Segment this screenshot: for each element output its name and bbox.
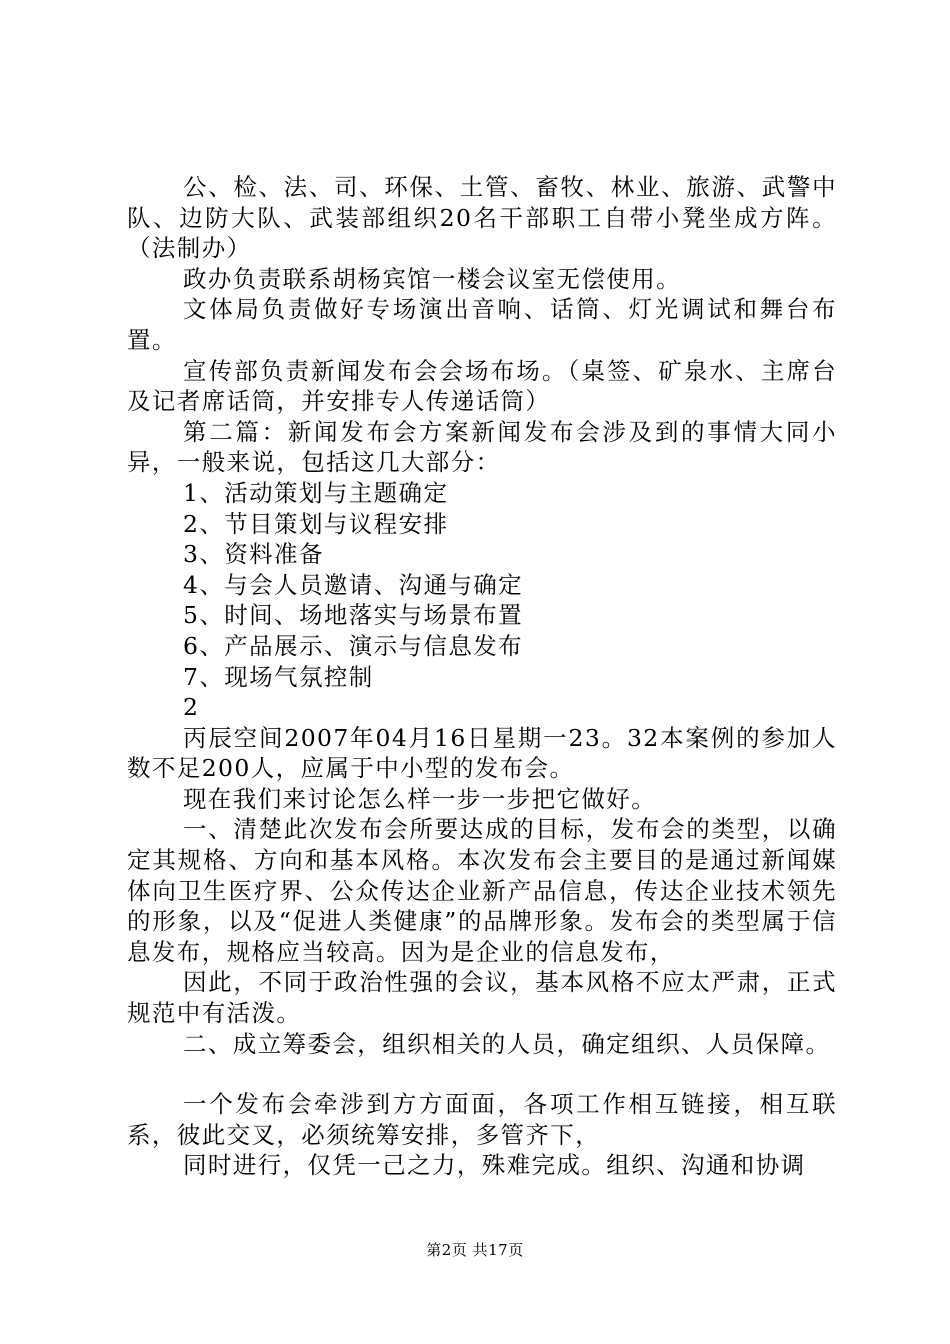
paragraph-continuation: 公、检、法、司、环保、土管、畜牧、林业、旅游、武警中队、边防大队、武装部组织20名干部职工自带小凳坐成方阵。（法制办） [127,173,837,263]
paragraph: 文体局负责做好专场演出音响、话筒、灯光调试和舞台布置。 [127,295,837,354]
list-item: 4、与会人员邀请、沟通与确定 [183,570,524,599]
paragraph: 宣传部负责新闻发布会会场布场。（桌签、矿泉水、主席台及记者席话筒，并安排专人传递话筒） [127,356,837,416]
list-item: 6、产品展示、演示与信息发布 [183,631,524,660]
paragraph: 因此，不同于政治性强的会议，基本风格不应太严肃，正式规范中有活泼。 [127,968,837,1028]
list-item: 2、节目策划与议程安排 [183,509,449,538]
paragraph: 丙辰空间2007年04月16日星期一23。32本案例的参加人数不足200人，应属于中小型的发布会。 [127,723,837,783]
paragraph: 同时进行，仅凭一己之力，殊难完成。组织、沟通和协调 [183,1151,806,1180]
paragraph: 现在我们来讨论怎么样一步一步把它做好。 [183,784,657,813]
document-body [127,172,837,1181]
list-item: 5、时间、场地落实与场景布置 [183,601,524,630]
paragraph: 政办负责联系胡杨宾馆一楼会议室无偿使用。 [183,264,681,293]
paragraph: 一、清楚此次发布会所要达成的目标，发布会的类型，以确定其规格、方向和基本风格。本次发布会主要目的是通过新闻媒体向卫生医疗界、公众传达企业新产品信息，传达企业技术领先的形象，以及“促进人类健康”的品牌形象。发布会的类型属于信息发布，规格应当较高。因为是企业的信息发布， [127,815,837,966]
list-item: 7、现场气氛控制 [183,662,374,691]
paragraph: 二、成立筹委会，组织相关的人员，确定组织、人员保障。 [183,1029,831,1058]
paragraph: 一个发布会牵涉到方方面面，各项工作相互链接，相互联系，彼此交叉，必须统筹安排，多管齐下， [127,1090,837,1149]
section-heading-paragraph: 第二篇：新闻发布会方案新闻发布会涉及到的事情大同小异，一般来说，包括这几大部分： [127,417,837,477]
inline-number: 2 [183,693,200,722]
list-item: 1、活动策划与主题确定 [183,478,449,507]
list-item: 3、资料准备 [183,540,324,569]
page-footer: 第2页 共17页 [426,1241,524,1259]
